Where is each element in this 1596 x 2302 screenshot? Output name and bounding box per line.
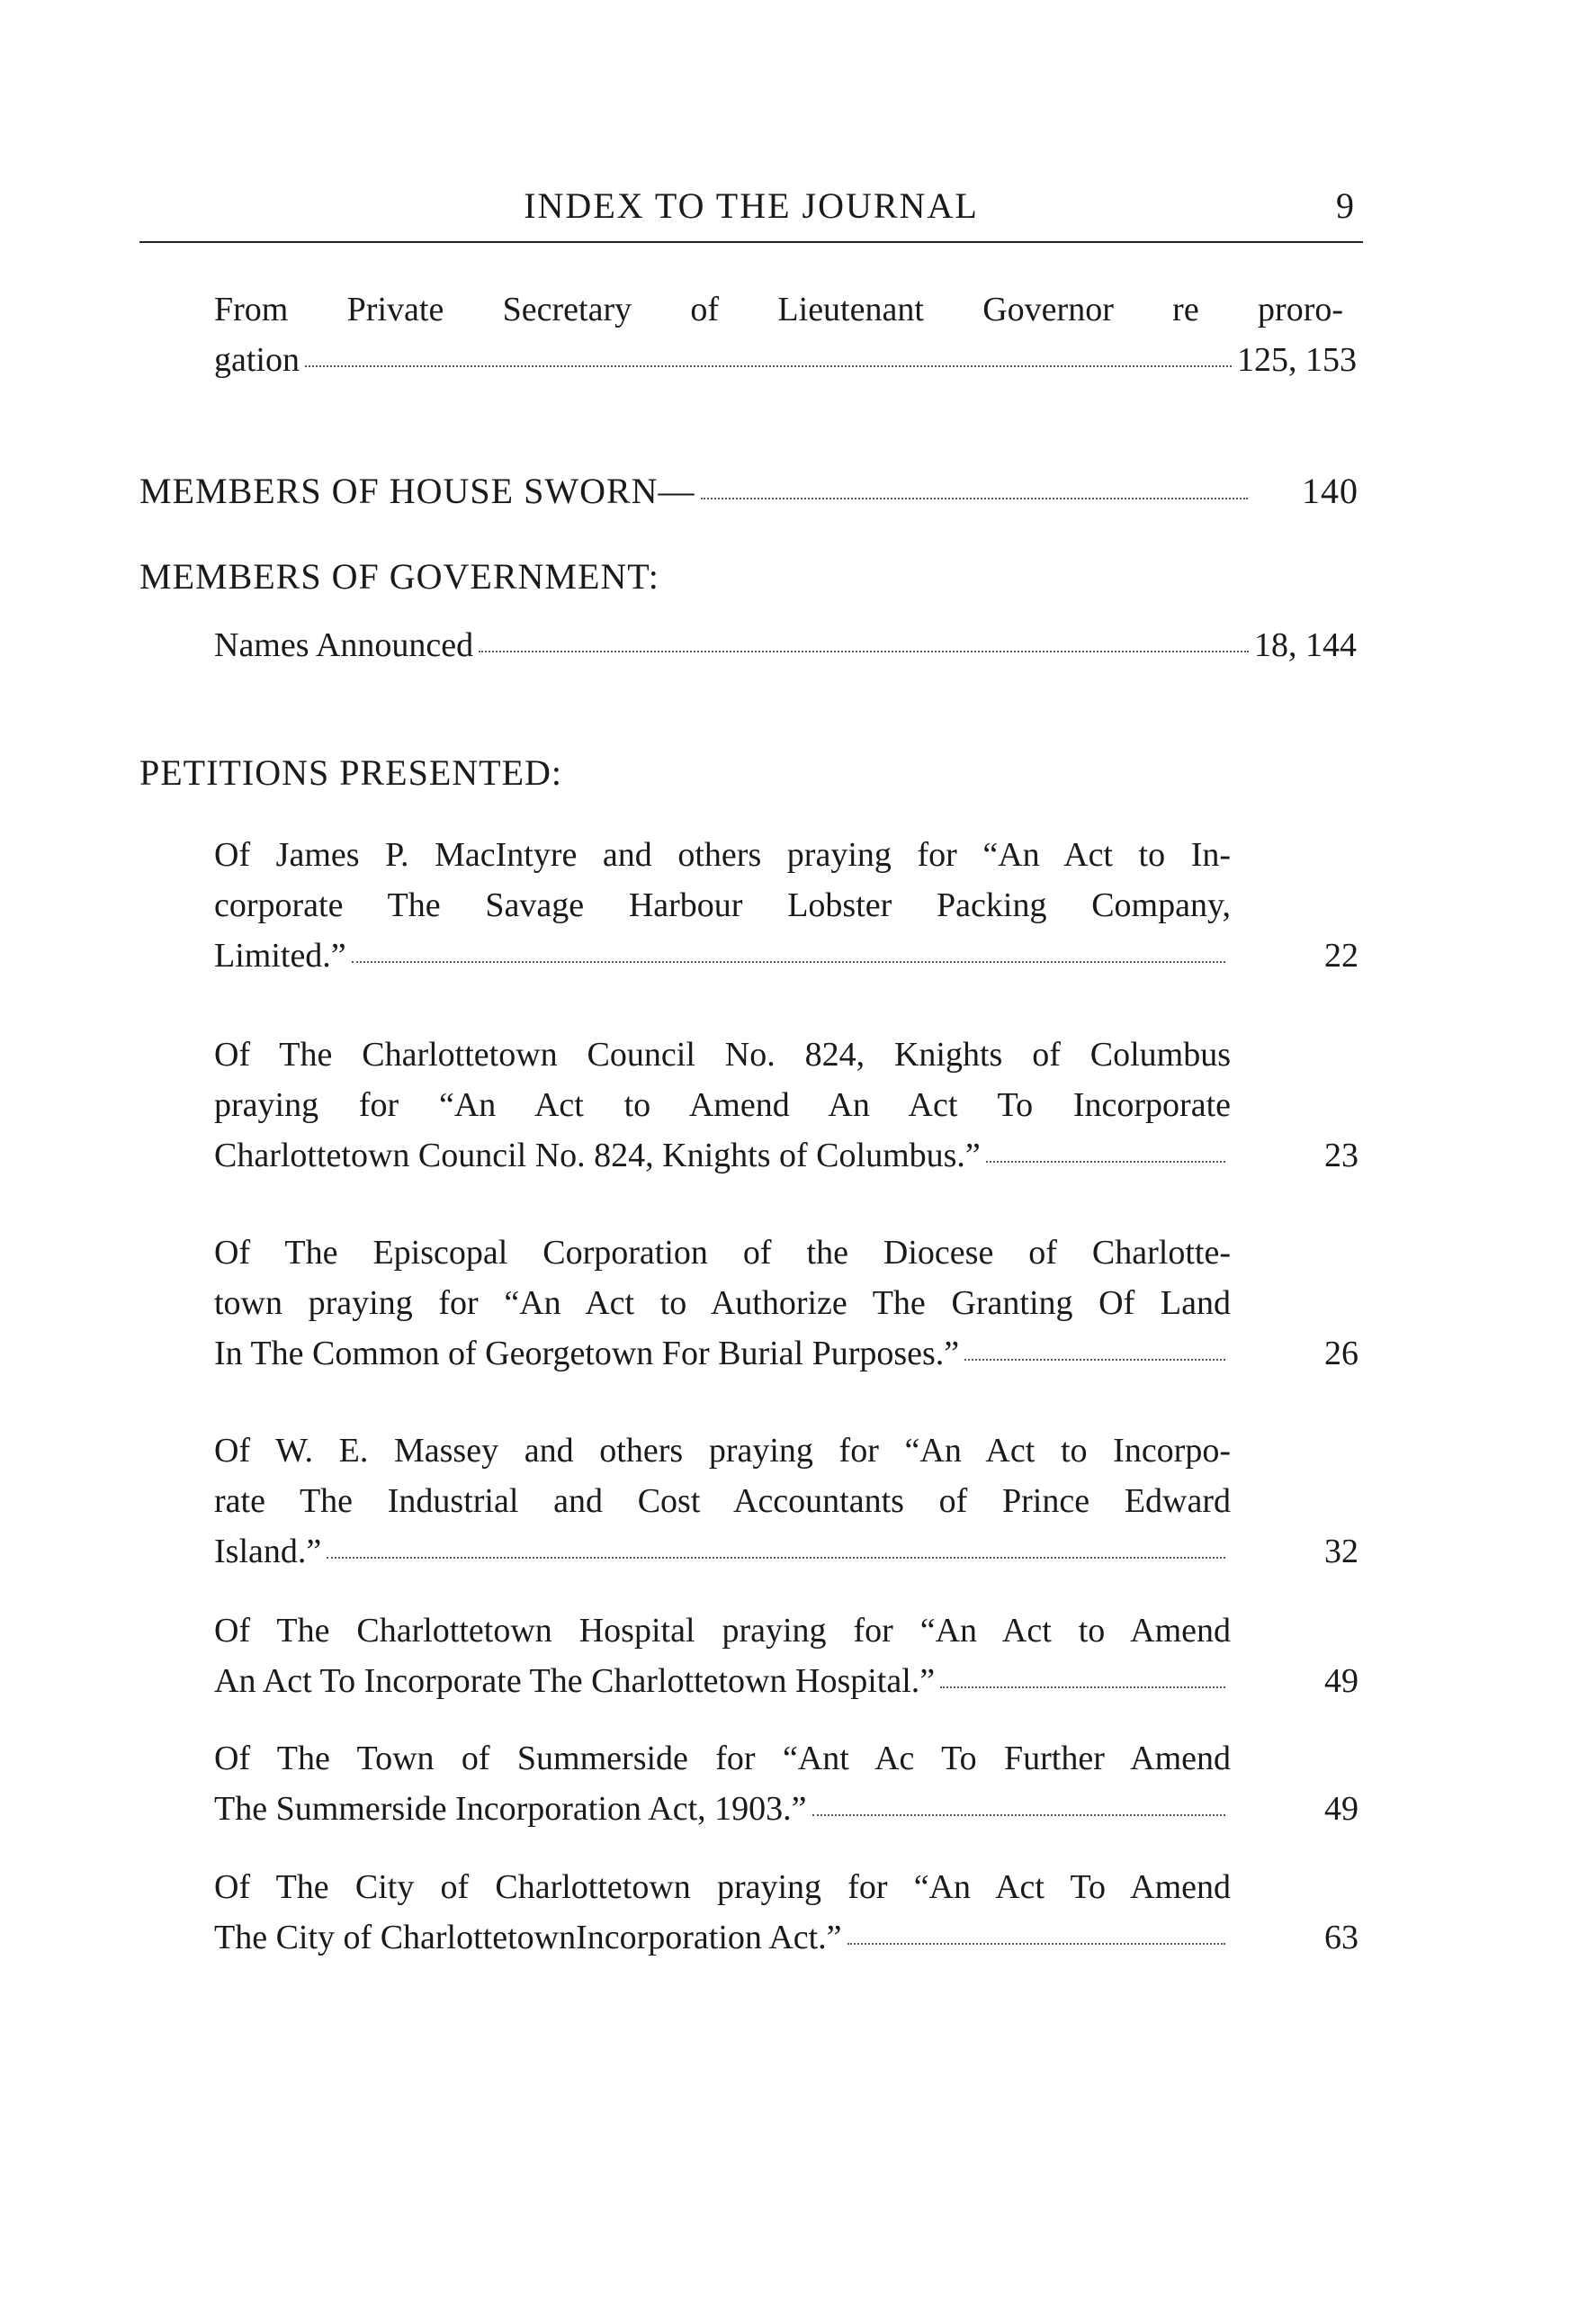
petition-line: town praying for “An Act to Authorize The Granting Of Land xyxy=(214,1284,1231,1322)
petition-page-number: 26 xyxy=(1324,1335,1358,1372)
members-sworn-pages: 140 xyxy=(1302,471,1358,511)
dot-leader xyxy=(940,1686,1225,1688)
dot-leader xyxy=(352,961,1225,963)
dot-leader xyxy=(479,651,1249,652)
petition-last-line xyxy=(214,1918,1231,1957)
petition-line-text: Island.” xyxy=(214,1533,322,1570)
dot-leader xyxy=(305,365,1232,367)
petition-line: Of The City of Charlottetown praying for “An Act To Amend xyxy=(214,1868,1231,1906)
petition-line: Of The Town of Summerside for “Ant Ac To Further Amend xyxy=(214,1740,1231,1777)
petition-page-number: 49 xyxy=(1324,1790,1358,1828)
prorogation-pages: 125, 153 xyxy=(1237,341,1357,379)
dot-leader xyxy=(964,1359,1225,1361)
members-government-heading-text: MEMBERS OF GOVERNMENT: xyxy=(139,556,659,597)
petition-line: Of The Charlottetown Council No. 824, Knights of Columbus xyxy=(214,1036,1231,1074)
petition-page-number: 49 xyxy=(1324,1662,1358,1700)
petition-last-line xyxy=(214,1661,1231,1701)
petition-last-line xyxy=(214,1532,1231,1571)
petition-line: praying for “An Act to Amend An Act To Incorporate xyxy=(214,1086,1231,1124)
running-title: INDEX TO THE JOURNAL xyxy=(524,185,979,226)
names-announced-label: Names Announced xyxy=(214,626,474,664)
petition-page-number: 63 xyxy=(1324,1919,1358,1956)
petition-page-number: 22 xyxy=(1324,937,1358,975)
members-sworn-entry xyxy=(139,470,1358,512)
petitions-heading xyxy=(139,751,1358,794)
petition-line-text: The City of CharlottetownIncorporation Act.” xyxy=(214,1919,842,1956)
members-government-heading xyxy=(139,555,1358,598)
page-header xyxy=(139,184,1363,238)
petition-last-line xyxy=(214,1136,1231,1175)
dot-leader xyxy=(701,498,1248,499)
petition-line: Of The Episcopal Corporation of the Diocese of Charlotte- xyxy=(214,1234,1231,1272)
names-announced-pages: 18, 144 xyxy=(1254,626,1357,664)
prorogation-line-1: From Private Secretary of Lieutenant Governor re proro- xyxy=(214,291,1343,328)
petition-last-line xyxy=(214,936,1231,976)
dot-leader xyxy=(847,1943,1225,1945)
members-sworn-label: MEMBERS OF HOUSE SWORN— xyxy=(139,471,695,511)
petition-line: Of The Charlottetown Hospital praying for “An Act to Amend xyxy=(214,1612,1231,1650)
prorogation-line-2 xyxy=(214,340,1357,380)
petition-line: Of James P. MacIntyre and others praying for “An Act to In- xyxy=(214,836,1231,874)
petitions-heading-text: PETITIONS PRESENTED: xyxy=(139,752,562,793)
petition-last-line xyxy=(214,1789,1231,1829)
dot-leader xyxy=(986,1161,1225,1163)
petition-line: corporate The Savage Harbour Lobster Packing Company, xyxy=(214,886,1231,924)
dot-leader xyxy=(327,1557,1225,1559)
petition-line: rate The Industrial and Cost Accountants of Prince Edward xyxy=(214,1482,1231,1520)
header-rule xyxy=(139,241,1363,243)
petition-line-text: Charlottetown Council No. 824, Knights of Columbus.” xyxy=(214,1137,981,1174)
petition-line-text: Limited.” xyxy=(214,937,346,975)
petition-last-line xyxy=(214,1334,1231,1373)
page-number: 9 xyxy=(1336,185,1354,226)
petition-line: Of W. E. Massey and others praying for “An Act to Incorpo- xyxy=(214,1432,1231,1470)
petition-page-number: 23 xyxy=(1324,1137,1358,1174)
petition-line-text: In The Common of Georgetown For Burial Purposes.” xyxy=(214,1335,960,1372)
petition-line-text: An Act To Incorporate The Charlottetown Hospital.” xyxy=(214,1662,936,1700)
names-announced-entry xyxy=(214,625,1357,665)
dot-leader xyxy=(812,1814,1225,1816)
prorogation-text: gation xyxy=(214,341,300,379)
petition-page-number: 32 xyxy=(1324,1533,1358,1570)
petition-line-text: The Summerside Incorporation Act, 1903.” xyxy=(214,1790,807,1828)
